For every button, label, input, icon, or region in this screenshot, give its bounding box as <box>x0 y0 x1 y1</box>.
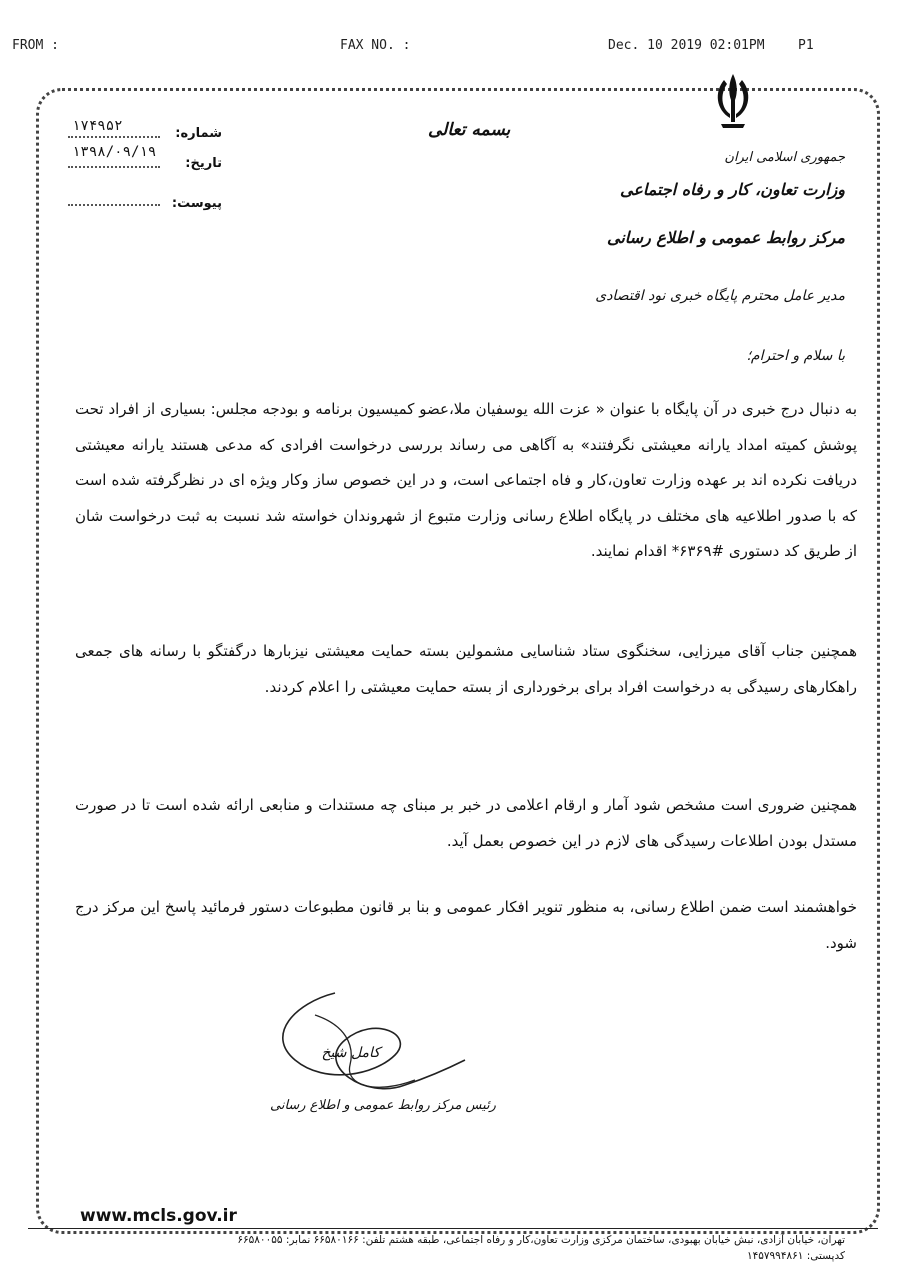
footer-address: تهران، خیابان آزادی، نبش خیابان بهبودی، ساختمان مرکزی وزارت تعاون،کار و رفاه اجتماعی، طبقه هشتم تلفن: ۶۶۵۸۰۱۶۶ نمابر: ۶۶۵۸۰۰۵۵ <box>237 1234 845 1246</box>
body-paragraph-2: همچنین جناب آقای میرزایی، سخنگوی ستاد شناسایی مشمولین بسته حمایت معیشتی نیزبارها درگفتگو با رسانه های جمعی راهکارهای رسیدگی به درخواست افراد برای برخورداری از بسته حمایت معیشتی را اعلام کردند. <box>75 642 857 696</box>
letterhead-center: مرکز روابط عمومی و اطلاع رسانی <box>607 228 845 247</box>
attachment-label: پیوست: <box>171 196 222 211</box>
body-paragraph-4: خواهشمند است ضمن اطلاع رسانی، به منظور تنویر افکار عمومی و بنا بر قانون مطبوعات دستور فرمائید پاسخ این مرکز درج شود. <box>75 898 857 952</box>
body-paragraph-3: همچنین ضروری است مشخص شود آمار و ارقام اعلامی در خبر بر مبنای چه مستندات و منابعی ارائه شده است تا در صورت مستدل بودن اطلاعات رسیدگی های لازم در این خصوص بعمل آید. <box>75 796 857 850</box>
basmala: بسمه تعالی <box>428 120 511 140</box>
date-dotline <box>68 166 160 168</box>
date-label: تاریخ: <box>185 156 222 171</box>
attachment-dotline <box>68 204 160 206</box>
fax-from: FROM : <box>12 38 59 53</box>
greeting: با سلام و احترام؛ <box>746 348 845 364</box>
letter-number: ۱۷۴۹۵۲ <box>72 118 123 134</box>
website-link: www.mcls.gov.ir <box>80 1206 237 1226</box>
signature-name: کامل شیخ <box>321 1045 380 1061</box>
recipient: مدیر عامل محترم پایگاه خبری نود اقتصادی <box>595 288 845 304</box>
body-paragraph-1: به دنبال درج خبری در آن پایگاه با عنوان « عزت الله یوسفیان ملا،عضو کمیسیون برنامه و بودجه مجلس: بسیاری از افراد تحت پوشش کمیته امداد یارانه معیشتی نگرفتند» به آگاهی می رساند بررسی درخواست افرادی که مدعی هستند یارانه معیشتی دریافت نکرده اند بر عهده وزارت تعاون،کار و فاه اجتماعی است، و در این خصوص ساز وکار ویژه ای در نظرگرفته شده است که با صدور اطلاعیه های مختلف در پایگاه اطلاع رسانی وزارت متبوع از شهروندان خواسته شد نسبت به ثبت درخواست شان از طریق کد دستوری #۶۳۶۹* اقدام نمایند. <box>75 400 857 560</box>
footer-address-block <box>65 1232 845 1264</box>
footer-divider <box>28 1228 878 1229</box>
fax-number: FAX NO. : <box>340 38 411 53</box>
footer-postal-code: کدپستی: ۱۴۵۷۹۹۴۸۶۱ <box>746 1250 845 1262</box>
number-dotline <box>68 136 160 138</box>
signature-title: رئیس مرکز روابط عمومی و اطلاع رسانی <box>270 1098 496 1113</box>
fax-datetime: Dec. 10 2019 02:01PM <box>608 38 765 53</box>
letterhead-country: جمهوری اسلامی ایران <box>724 150 845 165</box>
iran-emblem-icon <box>708 70 758 134</box>
fax-page: P1 <box>798 38 814 53</box>
letter-date: ۱۳۹۸/۰۹/۱۹ <box>72 144 157 160</box>
letterhead-ministry: وزارت تعاون، کار و رفاه اجتماعی <box>620 180 845 199</box>
signature <box>255 985 475 1109</box>
number-label: شماره: <box>175 126 222 141</box>
